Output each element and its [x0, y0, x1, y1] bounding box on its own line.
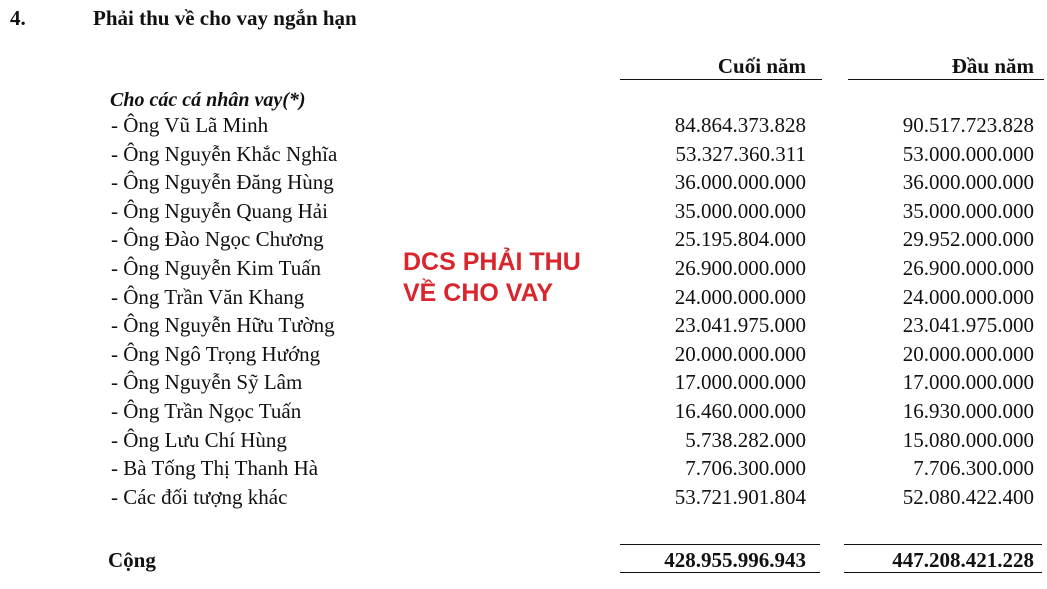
table-row — [0, 113, 1047, 142]
table-row — [0, 170, 1047, 199]
section-title: Phải thu về cho vay ngắn hạn — [93, 6, 357, 30]
amount-end-year: 20.000.000.000 — [674, 341, 806, 366]
column-header-start-year: Đầu năm — [951, 54, 1034, 78]
amount-end-year: 35.000.000.000 — [674, 198, 806, 223]
total-rule-top — [844, 544, 1042, 545]
column-header-end-year: Cuối năm — [717, 54, 806, 78]
amount-start-year: 52.080.422.400 — [902, 484, 1034, 509]
amount-end-year: 16.460.000.000 — [674, 398, 806, 423]
borrower-name: - Các đối tượng khác — [111, 484, 288, 509]
table-row — [0, 485, 1047, 514]
overlay-line-1: DCS PHẢI THU — [403, 248, 581, 276]
amount-start-year: 20.000.000.000 — [902, 341, 1034, 366]
table-row — [0, 399, 1047, 428]
column-header-rule — [620, 79, 822, 80]
total-start-year: 447.208.421.228 — [892, 548, 1034, 572]
amount-end-year: 5.738.282.000 — [685, 427, 806, 452]
section-number: 4. — [10, 6, 26, 30]
amount-start-year: 90.517.723.828 — [902, 113, 1034, 137]
amount-end-year: 24.000.000.000 — [674, 284, 806, 309]
amount-start-year: 35.000.000.000 — [902, 198, 1034, 223]
amount-start-year: 36.000.000.000 — [902, 170, 1034, 195]
total-rule-top — [620, 544, 820, 545]
borrower-name: - Ông Nguyễn Hữu Tường — [111, 313, 335, 338]
amount-end-year: 84.864.373.828 — [674, 113, 806, 137]
table-row — [0, 428, 1047, 457]
table-row — [0, 370, 1047, 399]
group-label: Cho các cá nhân vay(*) — [110, 89, 306, 111]
total-end-year: 428.955.996.943 — [664, 548, 806, 572]
amount-end-year: 23.041.975.000 — [674, 313, 806, 338]
amount-start-year: 16.930.000.000 — [902, 398, 1034, 423]
borrower-name: - Bà Tống Thị Thanh Hà — [111, 456, 319, 481]
amount-end-year: 53.721.901.804 — [674, 484, 806, 509]
table-row — [0, 342, 1047, 371]
amount-start-year: 53.000.000.000 — [902, 141, 1034, 166]
overlay-line-2: VỀ CHO VAY — [403, 279, 554, 307]
amount-end-year: 7.706.300.000 — [685, 456, 806, 481]
amount-start-year: 17.000.000.000 — [902, 370, 1034, 395]
borrower-name: - Ông Ngô Trọng Hướng — [111, 341, 321, 366]
total-rule-bottom — [844, 572, 1042, 573]
borrower-name: - Ông Trần Văn Khang — [111, 284, 305, 309]
amount-start-year: 15.080.000.000 — [902, 427, 1034, 452]
borrower-name: - Ông Nguyễn Sỹ Lâm — [111, 370, 303, 395]
amount-end-year: 17.000.000.000 — [674, 370, 806, 395]
borrower-name: - Ông Nguyễn Quang Hải — [111, 198, 328, 223]
amount-end-year: 53.327.360.311 — [675, 141, 806, 166]
amount-end-year: 26.900.000.000 — [674, 255, 806, 280]
column-header-rule — [848, 79, 1044, 80]
amount-start-year: 26.900.000.000 — [902, 255, 1034, 280]
table-row — [0, 199, 1047, 228]
table-row — [0, 313, 1047, 342]
amount-end-year: 25.195.804.000 — [674, 227, 806, 252]
loan-table — [0, 113, 1047, 513]
borrower-name: - Ông Vũ Lã Minh — [111, 113, 269, 137]
total-rule-bottom — [620, 572, 820, 573]
borrower-name: - Ông Nguyễn Kim Tuấn — [111, 255, 322, 280]
total-label: Cộng — [108, 548, 156, 572]
overlay-caption — [403, 247, 581, 309]
amount-start-year: 24.000.000.000 — [902, 284, 1034, 309]
borrower-name: - Ông Đào Ngọc Chương — [111, 227, 324, 252]
borrower-name: - Ông Trần Ngọc Tuấn — [111, 398, 302, 423]
amount-start-year: 23.041.975.000 — [902, 313, 1034, 338]
amount-end-year: 36.000.000.000 — [674, 170, 806, 195]
borrower-name: - Ông Nguyễn Đăng Hùng — [111, 170, 334, 195]
amount-start-year: 29.952.000.000 — [902, 227, 1034, 252]
borrower-name: - Ông Nguyễn Khắc Nghĩa — [111, 141, 338, 166]
borrower-name: - Ông Lưu Chí Hùng — [111, 427, 287, 452]
table-row — [0, 142, 1047, 171]
amount-start-year: 7.706.300.000 — [913, 456, 1034, 481]
table-row — [0, 456, 1047, 485]
